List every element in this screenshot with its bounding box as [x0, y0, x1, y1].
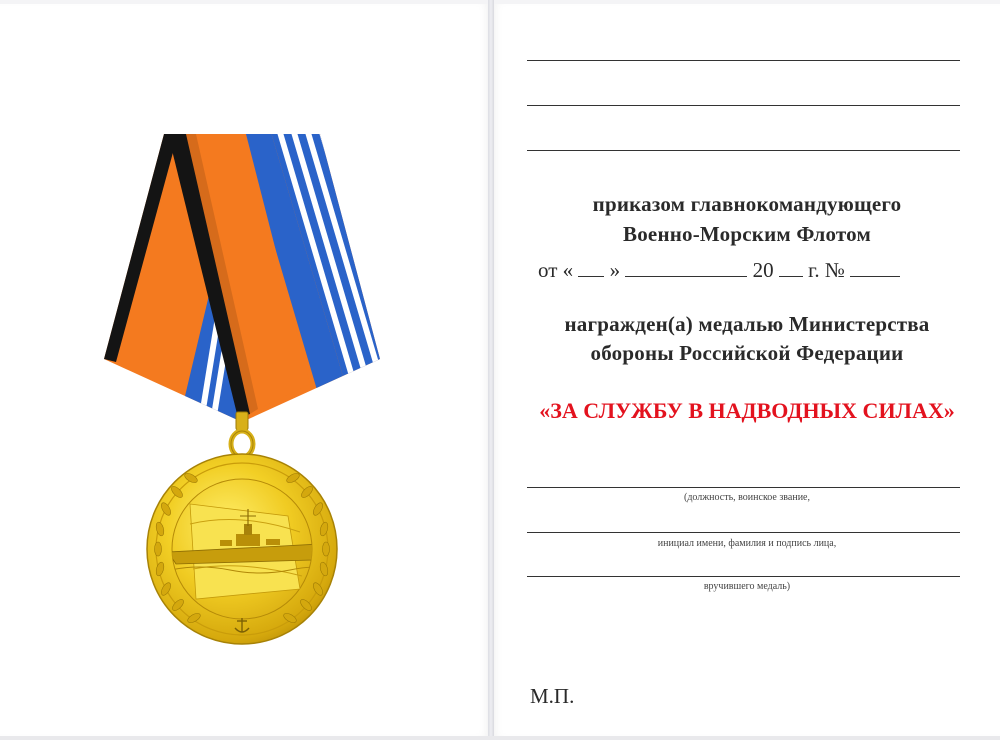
month-blank[interactable] — [625, 258, 747, 277]
medal-loop — [231, 412, 253, 457]
order-number-blank[interactable] — [850, 258, 900, 277]
medal-ribbon — [104, 129, 420, 434]
date-prefix: от « — [538, 258, 574, 282]
medal-name: «ЗА СЛУЖБУ В НАДВОДНЫХ СИЛАХ» — [539, 398, 955, 423]
recipient-name-line-3[interactable] — [527, 150, 960, 151]
left-page — [0, 4, 488, 736]
stamp-place-label: М.П. — [530, 684, 575, 708]
award-line-1: награжден(а) медалью Министерства — [564, 312, 930, 336]
order-line-2: Военно-Морским Флотом — [623, 222, 871, 246]
year-blank[interactable] — [779, 258, 803, 277]
signature-caption-1: (должность, воинское звание, — [684, 492, 810, 503]
day-blank[interactable] — [578, 258, 604, 277]
year-suffix: г. № — [808, 258, 845, 282]
order-date-line — [538, 258, 900, 283]
recipient-name-line-1[interactable] — [527, 60, 960, 61]
signature-caption-2: инициал имени, фамилия и подпись лица, — [657, 538, 837, 549]
award-line-2: обороны Российской Федерации — [590, 341, 904, 365]
year-prefix: 20 — [752, 258, 774, 282]
recipient-name-line-2[interactable] — [527, 105, 960, 106]
signature-line-3[interactable] — [527, 576, 960, 577]
order-line-1: приказом главнокомандующего — [592, 192, 902, 216]
right-page — [494, 4, 1000, 736]
signature-line-2[interactable] — [527, 532, 960, 533]
medal-disc — [147, 454, 337, 644]
medal-illustration — [0, 4, 488, 740]
date-quote-close: » — [609, 258, 621, 282]
signature-caption-3: вручившего медаль) — [703, 581, 791, 592]
signature-line-1[interactable] — [527, 487, 960, 488]
